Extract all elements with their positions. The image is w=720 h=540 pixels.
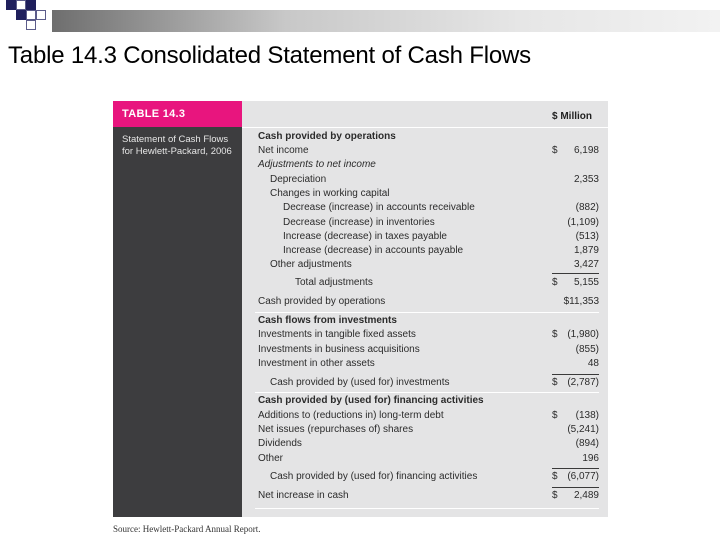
table-row — [113, 490, 608, 504]
row-value: $11,353 — [563, 296, 599, 307]
subtotal-rule — [552, 273, 599, 274]
row-currency: $ — [552, 410, 558, 421]
row-value: (5,241) — [567, 424, 599, 435]
row-currency: $ — [552, 471, 558, 482]
table-row — [113, 174, 608, 188]
row-label: Cash provided by (used for) financing activities — [270, 471, 478, 482]
row-value: (6,077) — [567, 471, 599, 482]
row-label: Depreciation — [270, 174, 327, 185]
row-label: Increase (decrease) in accounts payable — [283, 245, 464, 256]
row-value: 1,879 — [573, 245, 599, 256]
deco-square — [26, 20, 36, 30]
row-value: (894) — [575, 438, 599, 449]
row-value: 6,198 — [573, 145, 599, 156]
table-row — [113, 231, 608, 245]
table-row — [113, 259, 608, 273]
row-label: Net increase in cash — [258, 490, 349, 501]
row-value: (138) — [575, 410, 599, 421]
row-value: 196 — [582, 453, 599, 464]
subtotal-rule — [552, 468, 599, 469]
table-row — [113, 453, 608, 467]
table-row — [113, 159, 608, 173]
row-label: Cash flows from investments — [258, 315, 397, 326]
title-gradient-bar — [52, 10, 720, 32]
row-value: 48 — [587, 358, 599, 369]
row-label: Additions to (reductions in) long-term debt — [258, 410, 444, 421]
row-currency: $ — [552, 329, 558, 340]
deco-square — [36, 10, 46, 20]
deco-square — [6, 0, 16, 10]
row-label: Cash provided by (used for) financing activities — [258, 395, 484, 406]
row-value: 2,353 — [573, 174, 599, 185]
section-divider — [255, 392, 599, 393]
row-currency: $ — [552, 145, 558, 156]
row-value: (513) — [575, 231, 599, 242]
table-row — [113, 424, 608, 438]
table-row — [113, 202, 608, 216]
deco-square — [16, 0, 26, 10]
row-label: Other — [258, 453, 284, 464]
row-label: Cash provided by (used for) investments — [270, 377, 450, 388]
deco-square — [26, 0, 36, 10]
row-currency: $ — [552, 490, 558, 501]
row-value: (855) — [575, 344, 599, 355]
unit-header: $ Million — [552, 111, 592, 122]
table-row — [113, 245, 608, 259]
row-label: Other adjustments — [270, 259, 352, 270]
table-tag: TABLE 14.3 — [122, 108, 186, 120]
row-label: Decrease (increase) in accounts receivable — [283, 202, 475, 213]
table-row — [113, 358, 608, 372]
row-value: (882) — [575, 202, 599, 213]
table-row — [113, 438, 608, 452]
row-value: 2,489 — [573, 490, 599, 501]
table-tag-band — [113, 101, 242, 127]
row-label: Changes in working capital — [270, 188, 390, 199]
table-row — [113, 131, 608, 145]
row-label: Investments in tangible fixed assets — [258, 329, 416, 340]
subtotal-rule — [552, 374, 599, 375]
row-value: (2,787) — [567, 377, 599, 388]
table-row — [113, 217, 608, 231]
table-row — [113, 395, 608, 409]
row-currency: $ — [552, 377, 558, 388]
row-value: 3,427 — [573, 259, 599, 270]
header-rule — [242, 127, 608, 128]
row-label: Decrease (increase) in inventories — [283, 217, 435, 228]
table-row — [113, 315, 608, 329]
cash-flow-table — [113, 101, 608, 517]
row-label: Cash provided by operations — [258, 296, 386, 307]
row-label: Increase (decrease) in taxes payable — [283, 231, 447, 242]
subtotal-rule — [552, 487, 599, 488]
row-label: Cash provided by operations — [258, 131, 396, 142]
row-value: (1,980) — [567, 329, 599, 340]
table-row — [113, 188, 608, 202]
row-label: Dividends — [258, 438, 302, 449]
row-label: Investment in other assets — [258, 358, 375, 369]
table-row — [113, 329, 608, 343]
section-divider — [255, 312, 599, 313]
table-row — [113, 410, 608, 424]
deco-square — [16, 10, 26, 20]
title-decoration — [0, 0, 720, 36]
row-label: Adjustments to net income — [258, 159, 376, 170]
row-label: Investments in business acquisitions — [258, 344, 420, 355]
table-row — [113, 377, 608, 391]
table-row — [113, 471, 608, 485]
row-label: Net income — [258, 145, 309, 156]
slide-title: Table 14.3 Consolidated Statement of Cash Flows — [8, 42, 531, 69]
table-caption: Statement of Cash Flows for Hewlett-Packard, 2006 — [122, 134, 232, 157]
table-row — [113, 145, 608, 159]
row-value: (1,109) — [567, 217, 599, 228]
table-row — [113, 296, 608, 310]
section-divider — [255, 508, 599, 509]
row-label: Net issues (repurchases of) shares — [258, 424, 414, 435]
deco-square — [26, 10, 36, 20]
row-value: 5,155 — [573, 277, 599, 288]
table-row — [113, 277, 608, 291]
source-note: Source: Hewlett-Packard Annual Report. — [113, 524, 261, 534]
table-row — [113, 344, 608, 358]
row-currency: $ — [552, 277, 558, 288]
row-label: Total adjustments — [295, 277, 373, 288]
